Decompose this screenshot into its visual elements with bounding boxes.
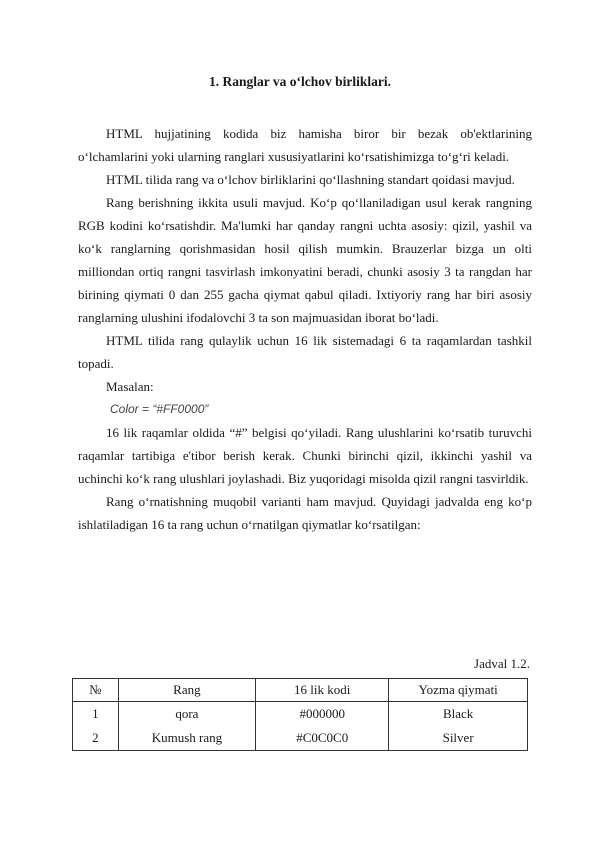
table-cell: Silver: [389, 726, 528, 751]
paragraph: HTML hujjatining kodida biz hamisha biror bir bezak ob'ektlarining oʻlchamlarini yoki ularning ranglari xususiyatlarini koʻrsatishimizga toʻgʻri keladi.: [78, 126, 532, 164]
column-header: №: [73, 679, 119, 702]
section-heading: 1. Ranglar va oʻlchov birliklari.: [208, 74, 391, 89]
column-header: Rang: [118, 679, 255, 702]
paragraph: 16 lik raqamlar oldida “#” belgisi qoʻyiladi. Rang ulushlarini koʻrsatib turuvchi raqamlar tartibiga e'tibor berish kerak. Chunki birinchi qizil, ikkinchi yashil va uchinchi koʻk rang ulushlari joylashadi. Biz yuqoridagi misolda qizil rangni tasvirldik.: [78, 425, 532, 486]
paragraph: HTML tilida rang va oʻlchov birliklarini qoʻllashning standart qoidasi mavjud.: [106, 172, 515, 187]
column-header: Yozma qiymati: [389, 679, 528, 702]
table-cell: 2: [73, 726, 119, 751]
color-table: [72, 678, 528, 751]
column-header: 16 lik kodi: [256, 679, 389, 702]
table-header-row: [73, 679, 528, 702]
paragraph: Rang oʻrnatishning muqobil varianti ham mavjud. Quyidagi jadvalda eng koʻp ishlatiladigan 16 ta rang uchun oʻrnatilgan qiymatlar koʻrsatilgan:: [78, 494, 532, 532]
table-cell: 1: [73, 702, 119, 727]
body-text: [78, 122, 532, 536]
table-row: [73, 726, 528, 751]
example-code: Color = “#FF0000”: [110, 402, 209, 416]
table-cell: Black: [389, 702, 528, 727]
table-cell: #C0C0C0: [256, 726, 389, 751]
table-cell: #000000: [256, 702, 389, 727]
paragraph: HTML tilida rang qulaylik uchun 16 lik sistemadagi 6 ta raqamlardan tashkil topadi.: [78, 333, 532, 371]
table-cell: qora: [118, 702, 255, 727]
table-caption: Jadval 1.2.: [474, 656, 530, 671]
table-row: [73, 702, 528, 727]
table-cell: Kumush rang: [118, 726, 255, 751]
example-label: Masalan:: [106, 379, 154, 394]
paragraph: Rang berishning ikkita usuli mavjud. Koʻp qoʻllaniladigan usul kerak rangning RGB kodini koʻrsatishdir. Ma'lumki har qanday rangni uchta asosiy: qizil, yashil va koʻk ranglarning qorishmasidan hosil qilish mumkin. Brauzerlar bizga un olti milliondan ortiq rangni tasvirlash imkonyatini beradi, chunki asosiy 3 ta rangdan har birining qiymati 0 dan 255 gacha qiymat qabul qiladi. Ixtiyoriy rang har biri asosiy ranglarning ulushini ifodalovchi 3 ta son majmuasidan iborat boʻladi.: [78, 195, 532, 325]
